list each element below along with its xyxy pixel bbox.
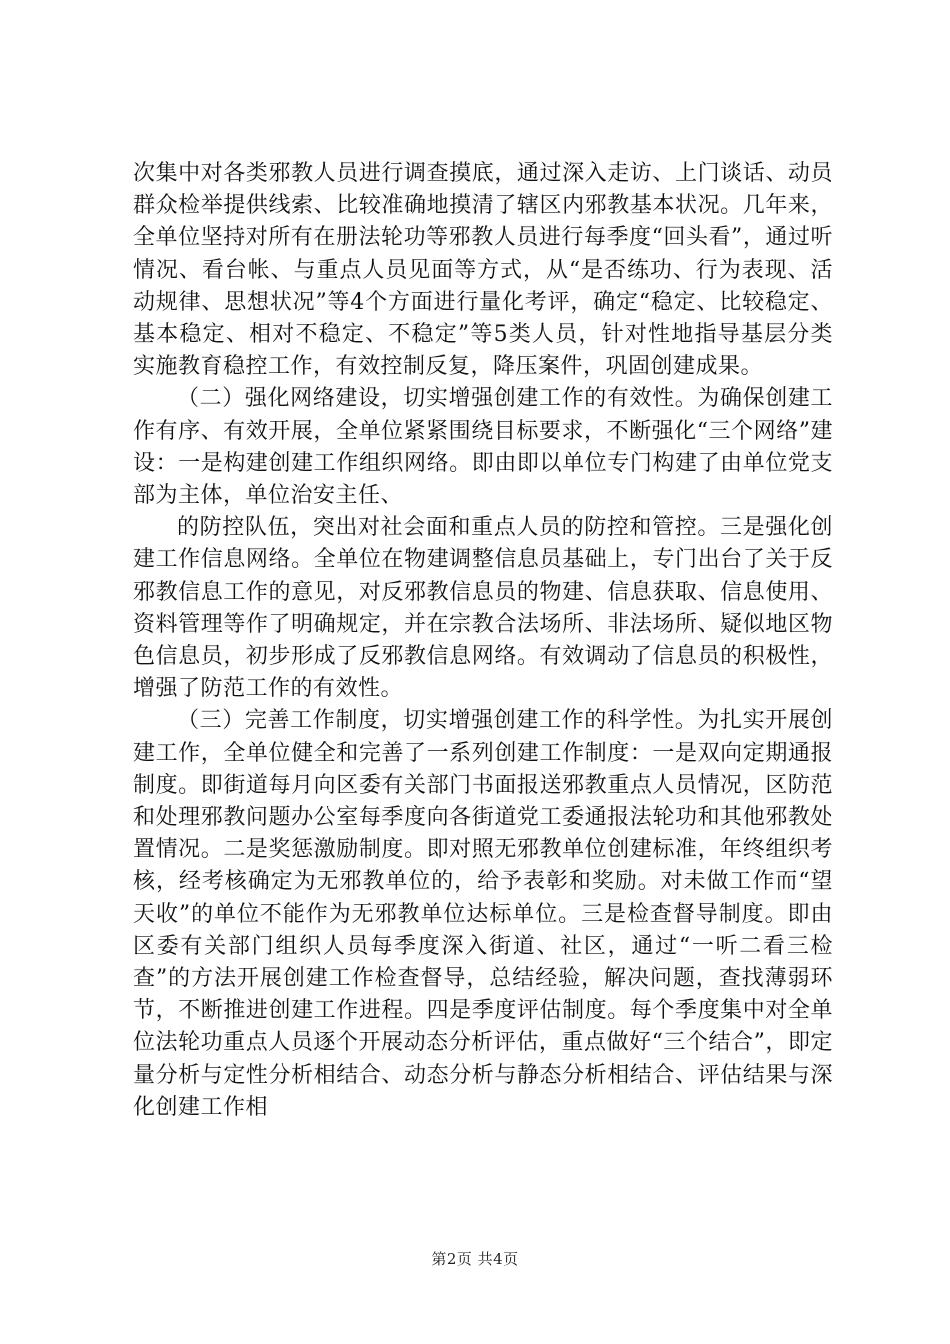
paragraph-work-system: （三）完善工作制度，切实增强创建工作的科学性。为扎实开展创建工作，全单位健全和完善了一系列创建工作制度：一是双向定期通报制度。即街道每月向区委有关部门书面报送邪教重点人员情况，区防范和处理邪教问题办公室每季度向各街道党工委通报法轮功和其他邪教处置情况。二是奖惩激励制度。即对照无邪教单位创建标准，年终组织考核，经考核确定为无邪教单位的，给予表彰和奖励。对未做工作而“望天收”的单位不能作为无邪教单位达标单位。三是检查督导制度。即由区委有关部门组织人员每季度深入街道、社区，通过“一听二看三检查”的方法开展创建工作检查督导，总结经验，解决问题，查找薄弱环节，不断推进创建工作进程。四是季度评估制度。每个季度集中对全单位法轮功重点人员逐个开展动态分析评估，重点做好“三个结合”，即定量分析与定性分析相结合、动态分析与静态分析相结合、评估结果与深化创建工作相 — [133, 708, 833, 1120]
paragraph-network-building: （二）强化网络建设，切实增强创建工作的有效性。为确保创建工作有序、有效开展，全单位紧紧围绕目标要求，不断强化“三个网络”建设：一是构建创建工作组织网络。即由即以单位专门构建了由单位党支部为主体，单位治安主任、 — [133, 386, 833, 509]
page-number-footer: 第2页 共4页 — [431, 1250, 519, 1268]
paragraph-prevention-team: 的防控队伍，突出对社会面和重点人员的防控和管控。三是强化创建工作信息网络。全单位在物建调整信息员基础上，专门出台了关于反邪教信息工作的意见，对反邪教信息员的物建、信息获取、信息使用、资料管理等作了明确规定，并在宗教合法场所、非法场所、疑似地区物色信息员，初步形成了反邪教信息网络。有效调动了信息员的积极性，增强了防范工作的有效性。 — [133, 515, 833, 702]
document-page — [133, 158, 833, 1124]
paragraph-continuation: 次集中对各类邪教人员进行调查摸底，通过深入走访、上门谈话、动员群众检举提供线索、比较准确地摸清了辖区内邪教基本状况。几年来，全单位坚持对所有在册法轮功等邪教人员进行每季度“回头看”，通过听情况、看台帐、与重点人员见面等方式，从“是否练功、行为表现、活动规律、思想状况”等4个方面进行量化考评，确定“稳定、比较稳定、基本稳定、相对不稳定、不稳定”等5类人员，针对性地指导基层分类实施教育稳控工作，有效控制反复，降压案件，巩固创建成果。 — [133, 161, 833, 380]
